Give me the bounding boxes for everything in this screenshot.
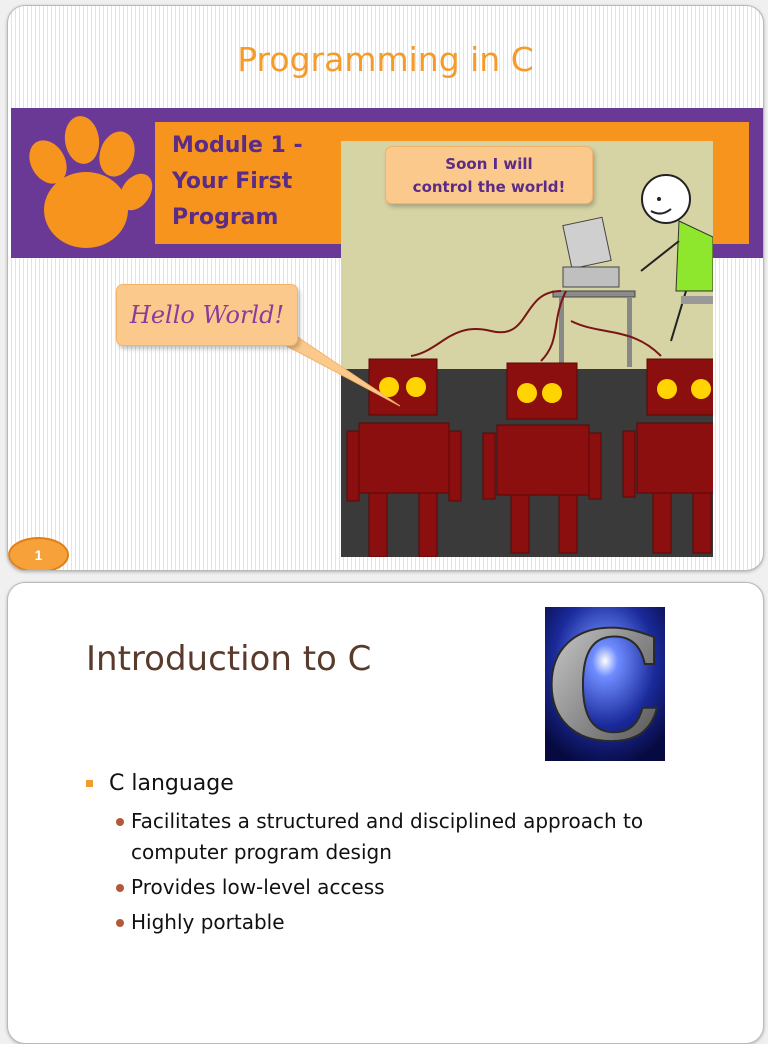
hello-world-speech-bubble: Hello World! bbox=[116, 284, 298, 346]
round-bullet-icon bbox=[116, 884, 124, 892]
robot-speech-bubble: Soon I will control the world! bbox=[385, 146, 593, 204]
round-bullet-icon bbox=[116, 818, 124, 826]
tiger-paw-logo bbox=[14, 112, 154, 257]
round-bullet-icon bbox=[116, 919, 124, 927]
sub-bullet-item bbox=[84, 907, 744, 938]
page-number-badge: 1 bbox=[8, 537, 69, 571]
sub-bullet-item bbox=[84, 872, 744, 903]
sub-bullet-item bbox=[84, 806, 744, 868]
intro-slide bbox=[7, 582, 764, 1044]
title-slide bbox=[7, 5, 764, 571]
sub-bullet-text: Facilitates a structured and disciplined approach to computer program design bbox=[131, 809, 644, 864]
c-language-logo bbox=[545, 607, 665, 761]
sub-bullet-text: Provides low-level access bbox=[131, 875, 385, 899]
bullet-text: C language bbox=[109, 771, 234, 796]
slide-title: Introduction to C bbox=[86, 639, 372, 679]
module-title: Module 1 - Your First Program bbox=[172, 133, 303, 230]
slide-title: Programming in C bbox=[237, 40, 534, 79]
svg-text:C: C bbox=[545, 607, 665, 761]
sub-bullet-text: Highly portable bbox=[131, 910, 285, 934]
bullet-list bbox=[84, 771, 744, 942]
square-bullet-icon bbox=[86, 780, 93, 787]
hello-bubble-tail bbox=[268, 336, 408, 416]
bullet-item bbox=[84, 771, 744, 796]
